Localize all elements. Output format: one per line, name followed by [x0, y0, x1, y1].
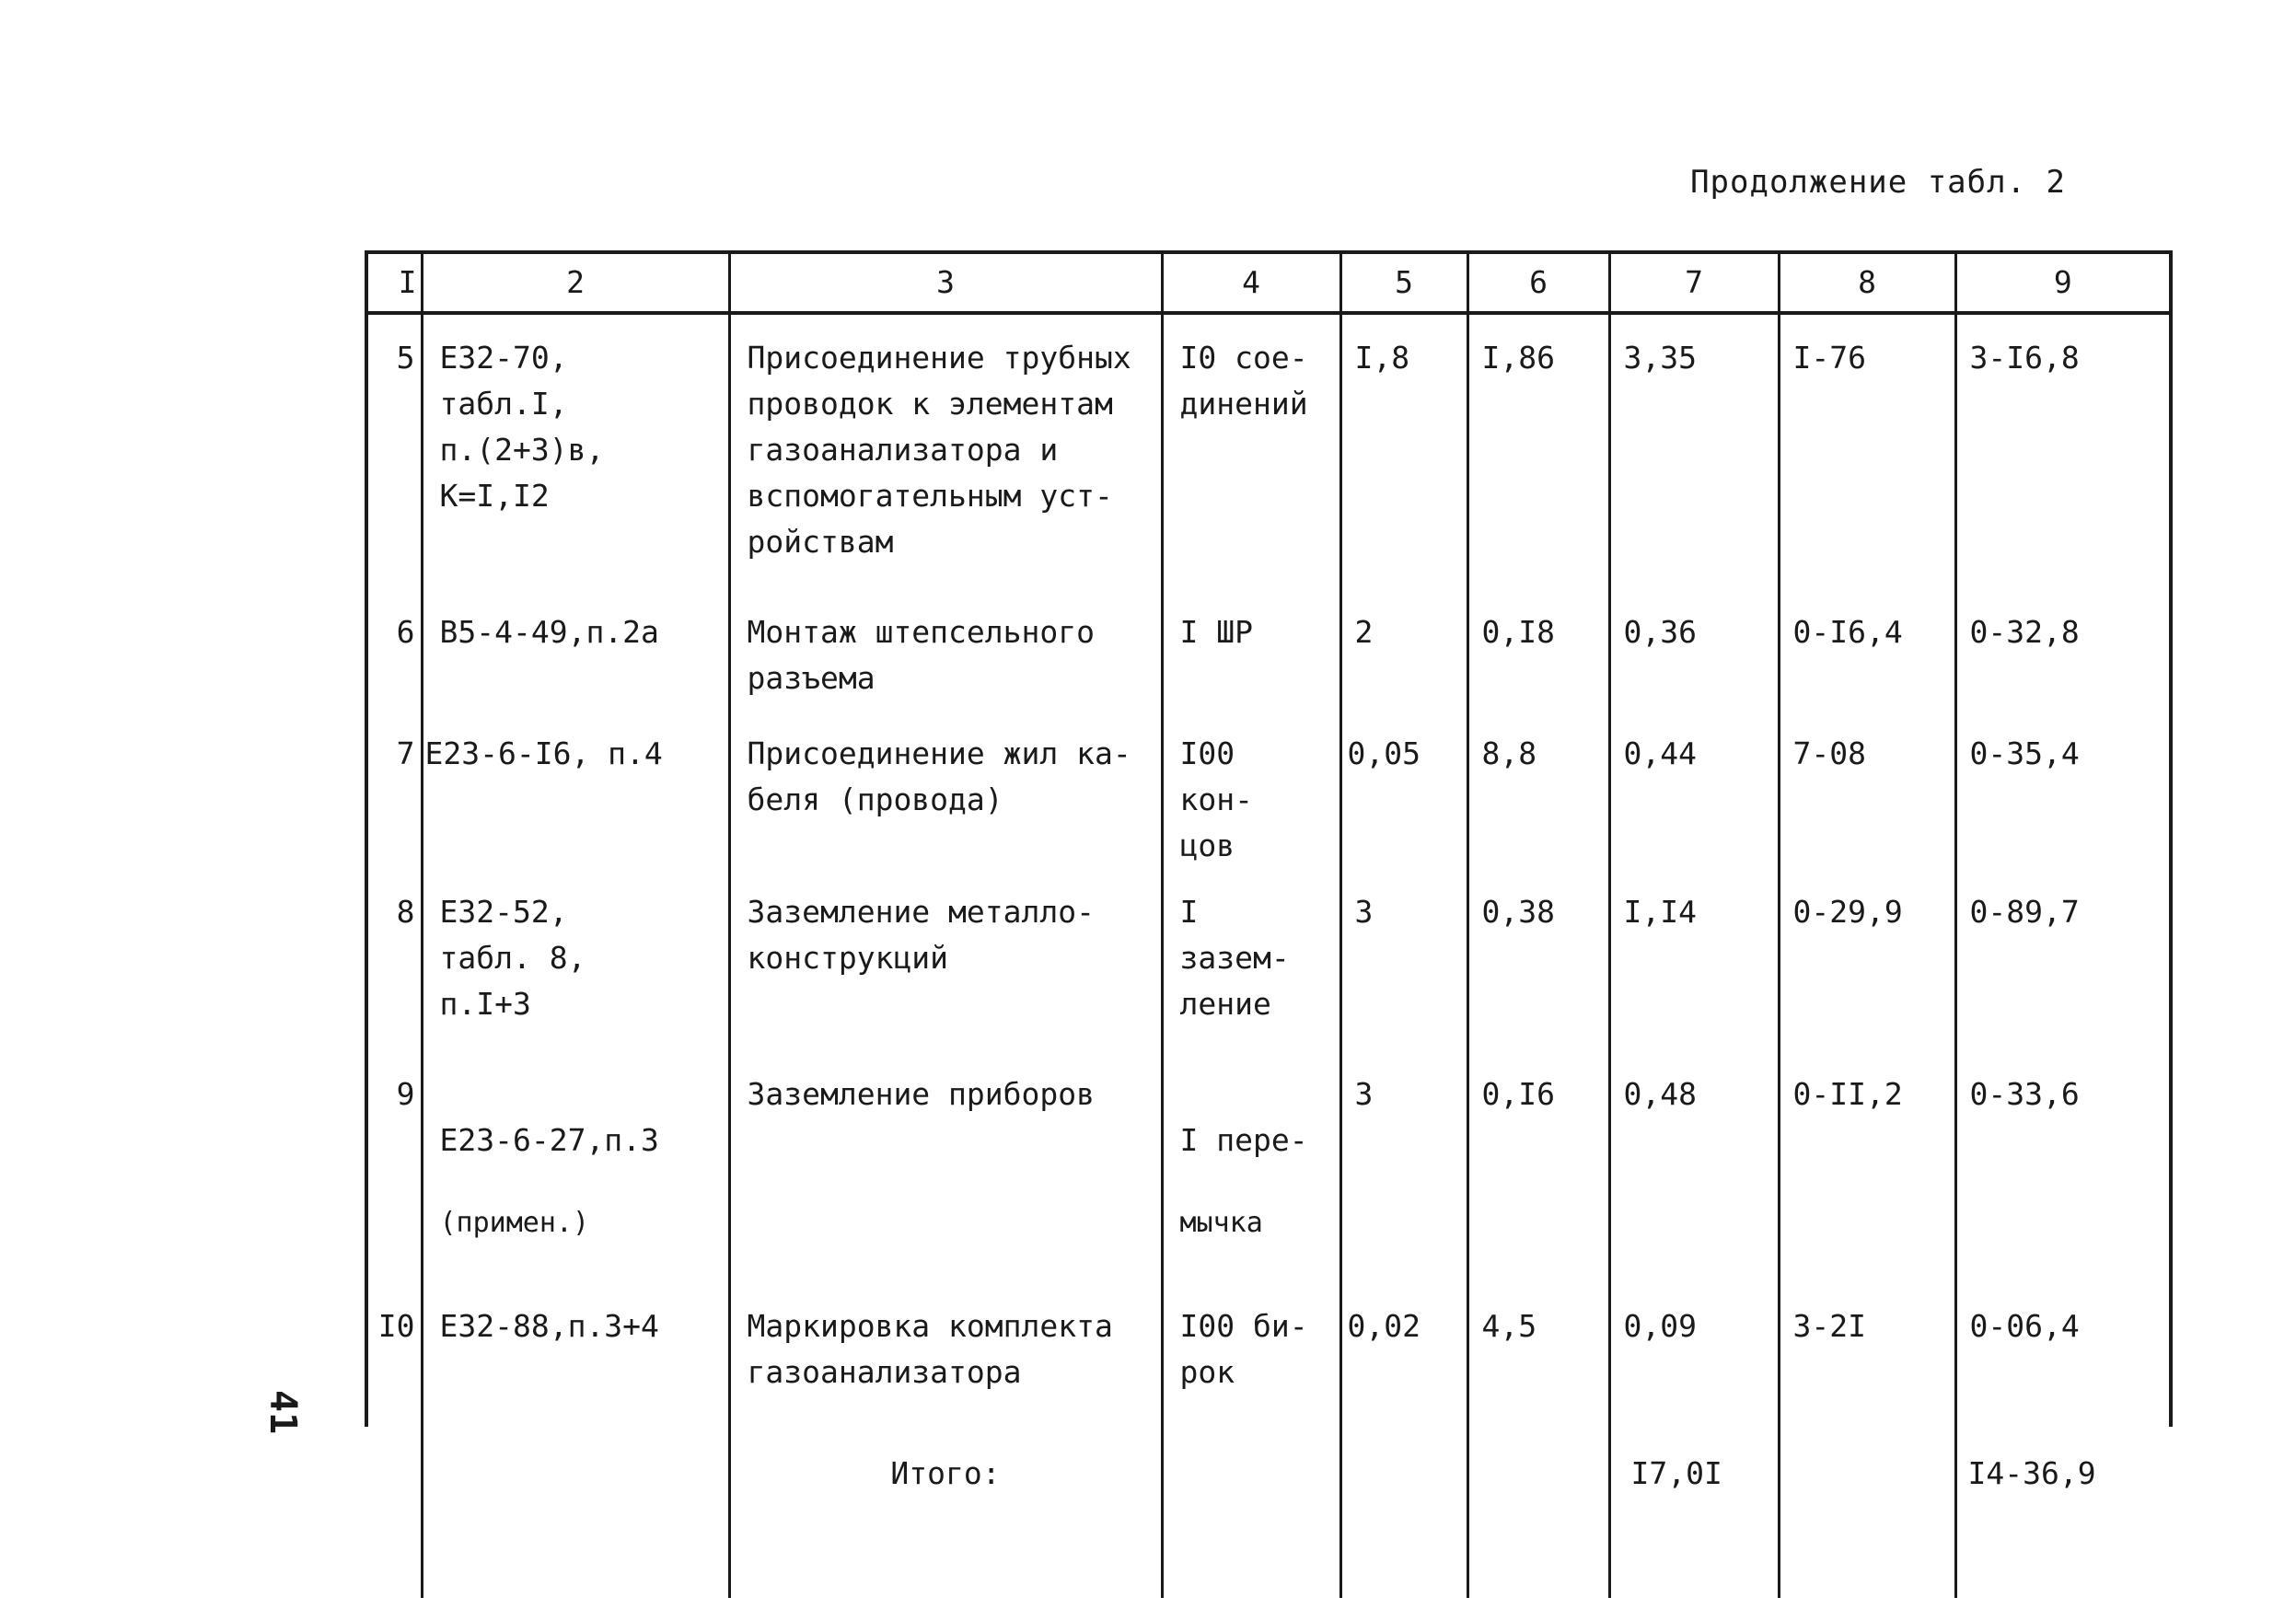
empty-cell [1162, 1423, 1340, 1598]
quantity: 2 [1340, 589, 1467, 711]
empty-cell [368, 1423, 422, 1598]
empty-cell [1779, 1423, 1955, 1598]
unit-of-measure: I0 сое- динений [1162, 313, 1340, 589]
table-row [368, 1051, 2169, 1283]
work-description: Маркировка комплекта газоанализатора [729, 1283, 1162, 1423]
quantity: 3 [1340, 1051, 1467, 1283]
col6-value: 0,I6 [1467, 1051, 1609, 1283]
unit-of-measure: I00 би- рок [1162, 1283, 1340, 1423]
col6-value: I,86 [1467, 313, 1609, 589]
col8-value: 0-II,2 [1779, 1051, 1955, 1283]
col9-value: 0-33,6 [1969, 1076, 2080, 1112]
unit-of-measure-note: мычка [1179, 1207, 1263, 1239]
norm-code: Е23-6-I6, п.4 [422, 711, 729, 869]
estimate-table [365, 250, 2173, 1491]
col8-value: I-76 [1779, 313, 1955, 589]
col6-value: 4,5 [1467, 1283, 1609, 1423]
unit-of-measure: I ШР [1162, 589, 1340, 711]
col8-value: 0-29,9 [1779, 869, 1955, 1051]
table-row [368, 1283, 2169, 1423]
norm-code-note: (примен.) [439, 1207, 590, 1239]
empty-cell [422, 1423, 729, 1598]
norm-code: Е32-52, табл. 8, п.I+3 [422, 869, 729, 1051]
col8-value: 0-I6,4 [1779, 589, 1955, 711]
work-description: Заземление приборов [729, 1051, 1162, 1283]
header-cell: 4 [1162, 254, 1340, 313]
col6-value: 0,I8 [1467, 589, 1609, 711]
total-col7: I7,0I [1609, 1423, 1779, 1598]
header-cell: 7 [1609, 254, 1779, 313]
col7-value: 0,44 [1609, 711, 1779, 869]
norm-code: В5-4-49,п.2а [422, 589, 729, 711]
header-cell: 2 [422, 254, 729, 313]
header-cell: 8 [1779, 254, 1955, 313]
unit-of-measure: I зазем- ление [1162, 869, 1340, 1051]
header-cell: 9 [1955, 254, 2169, 313]
header-cell: 5 [1340, 254, 1467, 313]
unit-of-measure: I пере- [1179, 1122, 1308, 1158]
col7-value: 0,36 [1609, 589, 1779, 711]
table-row [368, 313, 2169, 589]
col7-value: 0,48 [1609, 1051, 1779, 1283]
row-number: 8 [368, 869, 422, 1051]
row-number: 6 [368, 589, 422, 711]
work-description: Присоединение жил ка- беля (провода) [729, 711, 1162, 869]
norm-code: Е32-88,п.3+4 [422, 1283, 729, 1423]
col9-value: 0-89,7 [1969, 894, 2080, 930]
row-number: 9 [368, 1051, 422, 1283]
empty-cell [1467, 1423, 1609, 1598]
work-description: Присоединение трубных проводок к элементам газоанализатора и вспомогательным уст- ройствам [729, 313, 1162, 589]
empty-cell [1340, 1423, 1467, 1598]
work-description: Заземление металло- конструкций [729, 869, 1162, 1051]
norm-code: Е32-70, табл.I, п.(2+3)в, К=I,I2 [422, 313, 729, 589]
unit-of-measure-cell [1162, 1051, 1340, 1283]
header-cell: 3 [729, 254, 1162, 313]
table-row [368, 711, 2169, 869]
total-label: Итого: [729, 1423, 1162, 1598]
table-caption: Продолжение табл. 2 [1690, 164, 2066, 201]
work-description: Монтаж штепсельного разъема [729, 589, 1162, 711]
total-col9: I4-36,9 [1967, 1455, 2096, 1491]
unit-of-measure: I00 кон- цов [1162, 711, 1340, 869]
quantity: 3 [1340, 869, 1467, 1051]
total-row [368, 1423, 2169, 1598]
quantity: 0,05 [1340, 711, 1467, 869]
table-row [368, 589, 2169, 711]
norm-code: Е23-6-27,п.3 [439, 1122, 659, 1158]
col8-value: 3-2I [1779, 1283, 1955, 1423]
header-cell: I [368, 254, 422, 313]
norm-code-cell [422, 1051, 729, 1283]
col7-value: I,I4 [1609, 869, 1779, 1051]
col7-value: 0,09 [1609, 1283, 1779, 1423]
row-number: 5 [368, 313, 422, 589]
col8-value: 7-08 [1779, 711, 1955, 869]
row-number: 7 [368, 711, 422, 869]
header-row [368, 254, 2169, 313]
col9-value: 0-32,8 [1969, 614, 2080, 650]
quantity: I,8 [1340, 313, 1467, 589]
quantity: 0,02 [1340, 1283, 1467, 1423]
col9-value: 0-35,4 [1969, 735, 2080, 771]
header-cell: 6 [1467, 254, 1609, 313]
estimate-table-grid [368, 254, 2169, 1598]
row-number: I0 [368, 1283, 422, 1423]
table-row [368, 869, 2169, 1051]
col6-value: 0,38 [1467, 869, 1609, 1051]
col9-value: 3-I6,8 [1969, 340, 2080, 376]
col7-value: 3,35 [1609, 313, 1779, 589]
col6-value: 8,8 [1467, 711, 1609, 869]
page-number: 41 [261, 1390, 304, 1435]
col9-value: 0-06,4 [1969, 1308, 2080, 1344]
